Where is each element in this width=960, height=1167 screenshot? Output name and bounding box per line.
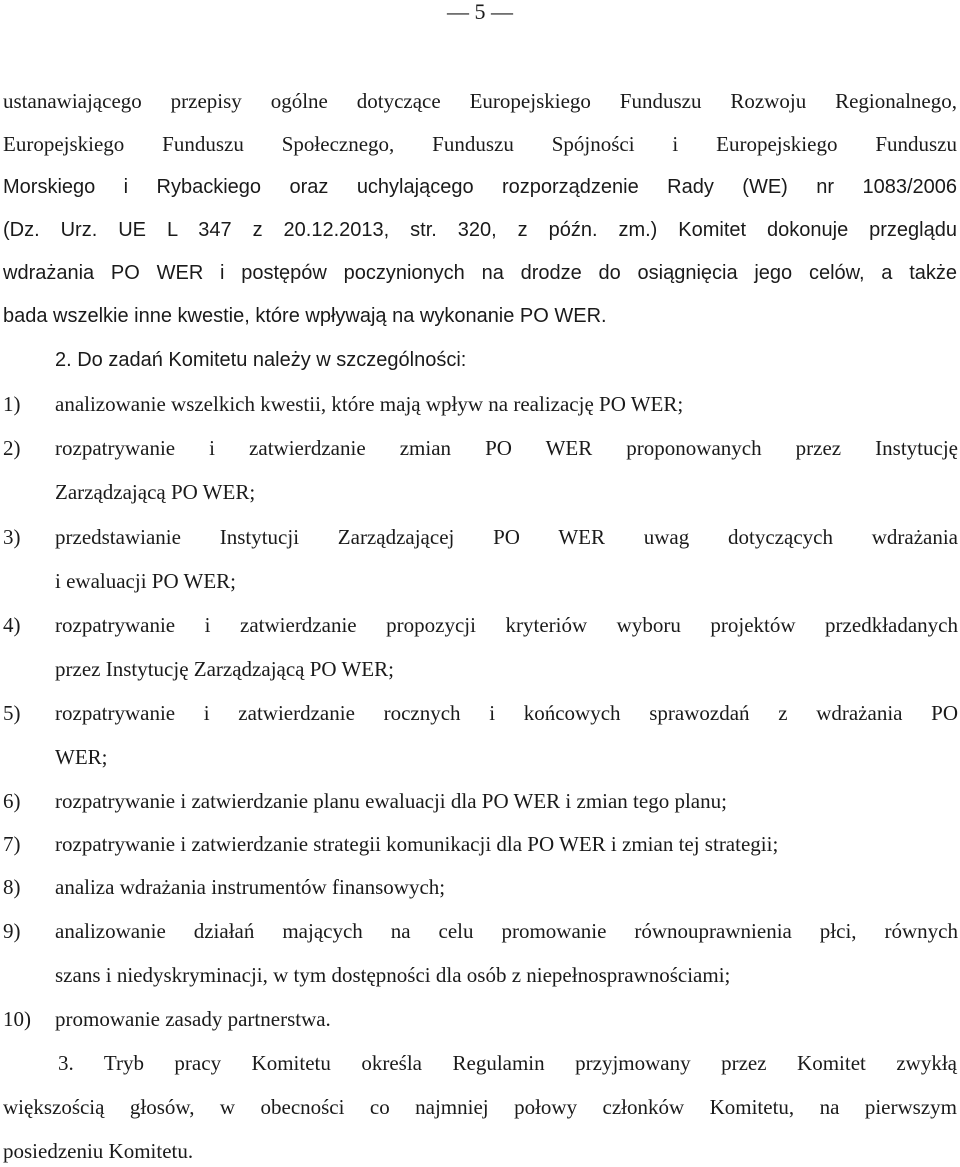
list-item-text: analiza wdrażania instrumentów finansowych; — [55, 875, 446, 899]
list-item-number: 5) — [3, 701, 21, 725]
paragraph-3-line-3: posiedzeniu Komitetu. — [3, 1139, 194, 1163]
paragraph-1-line-2: Europejskiego Funduszu Społecznego, Funduszu Spójności i Europejskiego Funduszu — [3, 132, 957, 156]
paragraph-1-line-4: (Dz. Urz. UE L 347 z 20.12.2013, str. 320, z późn. zm.) Komitet dokonuje przeglądu — [3, 219, 957, 241]
list-item-text: promowanie zasady partnerstwa. — [55, 1007, 331, 1031]
list-item-number: 8) — [3, 875, 21, 899]
list-item-text: rozpatrywanie i zatwierdzanie zmian PO WER proponowanych przez Instytucję — [55, 436, 958, 460]
list-item-text-continued: i ewaluacji PO WER; — [55, 569, 236, 593]
list-item-number: 10) — [3, 1007, 31, 1031]
list-item-text-continued: Zarządzającą PO WER; — [55, 480, 256, 504]
paragraph-1-line-5: wdrażania PO WER i postępów poczynionych na drodze do osiągnięcia jego celów, a także — [3, 262, 957, 284]
list-item-text: rozpatrywanie i zatwierdzanie rocznych i końcowych sprawozdań z wdrażania PO — [55, 701, 958, 725]
list-item-number: 7) — [3, 832, 21, 856]
list-item-number: 6) — [3, 789, 21, 813]
paragraph-1-line-1: ustanawiającego przepisy ogólne dotyczące Europejskiego Funduszu Rozwoju Regionalnego, — [3, 89, 957, 113]
list-item-text: przedstawianie Instytucji Zarządzającej PO WER uwag dotyczących wdrażania — [55, 525, 958, 549]
list-item-number: 9) — [3, 919, 21, 943]
paragraph-2-intro: 2. Do zadań Komitetu należy w szczególności: — [55, 349, 467, 371]
paragraph-1-line-3: Morskiego i Rybackiego oraz uchylającego rozporządzenie Rady (WE) nr 1083/2006 — [3, 176, 957, 198]
list-item-text: analizowanie wszelkich kwestii, które mają wpływ na realizację PO WER; — [55, 392, 684, 416]
list-item-text: rozpatrywanie i zatwierdzanie planu ewaluacji dla PO WER i zmian tego planu; — [55, 789, 727, 813]
paragraph-3-line-2: większością głosów, w obecności co najmniej połowy członków Komitetu, na pierwszym — [3, 1095, 957, 1119]
list-item-text: rozpatrywanie i zatwierdzanie propozycji kryteriów wyboru projektów przedkładanych — [55, 613, 958, 637]
list-item-number: 2) — [3, 436, 21, 460]
paragraph-3-line-1: 3. Tryb pracy Komitetu określa Regulamin przyjmowany przez Komitet zwykłą — [58, 1051, 957, 1075]
list-item-text: rozpatrywanie i zatwierdzanie strategii komunikacji dla PO WER i zmian tej strategii; — [55, 832, 779, 856]
list-item-text-continued: WER; — [55, 745, 108, 769]
list-item-number: 4) — [3, 613, 21, 637]
list-item-text: analizowanie działań mających na celu promowanie równouprawnienia płci, równych — [55, 919, 958, 943]
page-number: — 5 — — [447, 0, 513, 24]
list-item-text-continued: przez Instytucję Zarządzającą PO WER; — [55, 657, 394, 681]
list-item-number: 3) — [3, 525, 21, 549]
list-item-text-continued: szans i niedyskryminacji, w tym dostępności dla osób z niepełnosprawnościami; — [55, 963, 731, 987]
paragraph-1-line-6: bada wszelkie inne kwestie, które wpływają na wykonanie PO WER. — [3, 305, 607, 327]
list-item-number: 1) — [3, 392, 21, 416]
